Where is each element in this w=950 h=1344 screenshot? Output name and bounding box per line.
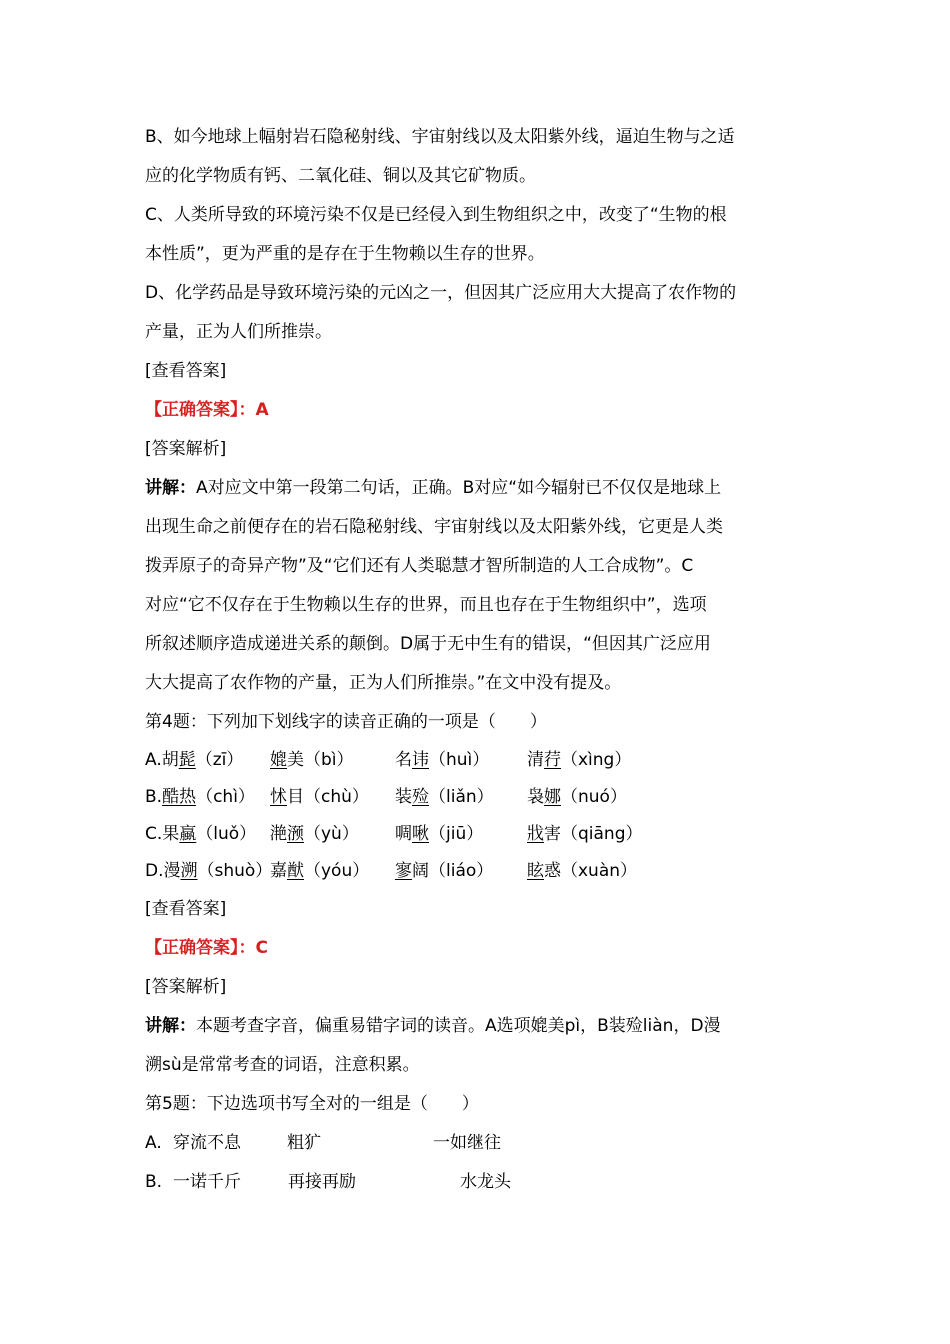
- q4-option-row: [145, 816, 810, 853]
- q5-option-label: A.: [145, 1133, 162, 1153]
- q4-option-row: [145, 779, 810, 816]
- q4-pinyin: （chì）: [196, 787, 255, 807]
- q4-analysis-link[interactable]: [答案解析]: [145, 977, 227, 997]
- q4-option-item: [145, 779, 270, 816]
- q4-underlined-char: 戕: [527, 824, 544, 844]
- q4-option-row: [145, 742, 810, 779]
- q4-option-row: [145, 853, 810, 890]
- q4-explain-label: 讲解：: [145, 1016, 196, 1036]
- q4-underlined-char: 蠃: [179, 824, 197, 844]
- q3-option-b-line1: B、如今地球上幅射岩石隐秘射线、宇宙射线以及太阳紫外线，逼迫生物与之适: [145, 127, 735, 147]
- q3-analysis-link[interactable]: [答案解析]: [145, 439, 227, 459]
- q3-explain-line: 所叙述顺序造成递进关系的颠倒。D属于无中生有的错误，“但因其广泛应用: [145, 634, 711, 654]
- q4-word-suffix: 害: [544, 824, 561, 844]
- q4-option-item: [527, 742, 677, 779]
- q4-underlined-char: 寥: [395, 861, 412, 881]
- q3-explain-line: [145, 469, 810, 508]
- q4-option-item: [270, 742, 395, 779]
- q4-underlined-char: 眩: [527, 861, 544, 881]
- q3-view-answer-link[interactable]: [查看答案]: [145, 361, 227, 381]
- q3-explain-line: 拨弄原子的奇异产物”及“它们还有人类聪慧才智所制造的人工合成物”。C: [145, 556, 694, 576]
- q3-explanation: [145, 469, 810, 703]
- q3-option-c-line2: 本性质”，更为严重的是存在于生物赖以生存的世界。: [145, 244, 545, 264]
- q4-word-suffix: 美: [287, 750, 304, 770]
- q4-option-item: [145, 816, 270, 853]
- q5-word: 粗犷: [287, 1133, 321, 1153]
- q3-option-d-line1: D、化学药品是导致环境污染的元凶之一，但因其广泛应用大大提高了农作物的: [145, 283, 737, 303]
- q4-option-item: [270, 816, 395, 853]
- q4-pinyin: （bì）: [304, 750, 354, 770]
- q3-correct-answer: [145, 391, 810, 430]
- q4-answer-label: 【正确答案】：: [145, 938, 256, 958]
- q4-word-suffix: 目: [287, 787, 304, 807]
- q4-option-item: [270, 779, 395, 816]
- q4-word-suffix: 阔: [412, 861, 429, 881]
- q3-answer-label: 【正确答案】：: [145, 400, 256, 420]
- q5-option-b: [145, 1163, 810, 1202]
- q5-word: 一诺千斤: [173, 1172, 241, 1192]
- q4-option-item: [395, 853, 527, 890]
- q4-underlined-char: 滪: [287, 824, 304, 844]
- q5-word: 水龙头: [460, 1172, 511, 1192]
- q5-word: 一如继往: [433, 1133, 501, 1153]
- q3-explain-line: 对应“它不仅存在于生物赖以生存的世界，而且也存在于生物组织中”，选项: [145, 595, 707, 615]
- q4-underlined-char: 溯: [180, 861, 198, 881]
- q4-underlined-char: 殓: [412, 787, 429, 807]
- q4-word-prefix: 啁: [395, 824, 412, 844]
- q5-word: 穿流不息: [173, 1133, 241, 1153]
- q4-answer-value: C: [255, 938, 268, 958]
- q4-option-item: [145, 742, 270, 779]
- q4-title: 第4题：下列加下划线字的读音正确的一项是（ ）: [145, 712, 547, 732]
- q4-word-prefix: 袅: [527, 787, 544, 807]
- q4-word-prefix: 漫: [163, 861, 181, 881]
- q5-word: 再接再励: [288, 1172, 356, 1192]
- q4-pinyin: （liáo）: [429, 861, 494, 881]
- q4-word-prefix: 清: [527, 750, 544, 770]
- q4-underlined-char: 怵: [270, 787, 287, 807]
- q4-option-label: D.: [145, 861, 164, 881]
- q4-underlined-char: 媲: [270, 750, 287, 770]
- q4-view-answer-link[interactable]: [查看答案]: [145, 899, 227, 919]
- q4-explain-line: 溯sù是常常考查的词语，注意积累。: [145, 1055, 420, 1075]
- q4-underlined-char: 讳: [412, 750, 429, 770]
- q4-option-item: [527, 853, 677, 890]
- q4-word-prefix: 嘉: [270, 861, 287, 881]
- q4-correct-answer: [145, 929, 810, 968]
- q4-option-item: [527, 816, 677, 853]
- q3-answer-value: A: [255, 400, 269, 420]
- q4-explanation: [145, 1007, 810, 1085]
- document-page: [145, 118, 810, 1202]
- q4-word-prefix: 胡: [161, 750, 179, 770]
- q4-option-item: [395, 816, 527, 853]
- q4-word-prefix: 滟: [270, 824, 287, 844]
- q4-underlined-char: 荇: [544, 750, 561, 770]
- q4-underlined-char: 酷热: [162, 787, 197, 807]
- q3-explain-label: 讲解：: [145, 478, 196, 498]
- q4-pinyin: （liǎn）: [429, 787, 494, 807]
- q4-pinyin: （luǒ）: [196, 824, 257, 844]
- q4-options: [145, 742, 810, 890]
- q4-pinyin: （yóu）: [304, 861, 370, 881]
- q4-option-label: B.: [145, 787, 163, 807]
- q4-pinyin: （huì）: [429, 750, 490, 770]
- q4-option-item: [395, 742, 527, 779]
- q4-pinyin: （shuò）: [197, 861, 273, 881]
- q3-option-c-line1: C、人类所导致的环境污染不仅是已经侵入到生物组织之中，改变了“生物的根: [145, 205, 727, 225]
- q4-underlined-char: 猷: [287, 861, 304, 881]
- q5-option-label: B.: [145, 1172, 163, 1192]
- q4-pinyin: （jiū）: [429, 824, 484, 844]
- q4-pinyin: （yù）: [304, 824, 359, 844]
- q4-underlined-char: 娜: [544, 787, 561, 807]
- q3-explain-line: 出现生命之前便存在的岩石隐秘射线、宇宙射线以及太阳紫外线，它更是人类: [145, 517, 723, 537]
- q4-option-item: [270, 853, 395, 890]
- q4-pinyin: （chù）: [304, 787, 369, 807]
- q4-explain-text: 本题考查字音，偏重易错字词的读音。A选项媲美pì，B装殓liàn，D漫: [196, 1016, 721, 1036]
- q4-pinyin: （zī）: [195, 750, 244, 770]
- q4-option-label: A.: [145, 750, 162, 770]
- q4-pinyin: （nuó）: [561, 787, 627, 807]
- q4-pinyin: （xuàn）: [561, 861, 638, 881]
- q3-explain-line: 大大提高了农作物的产量，正为人们所推崇。”在文中没有提及。: [145, 673, 622, 693]
- q4-word-suffix: 惑: [544, 861, 561, 881]
- q4-word-prefix: 果: [162, 824, 180, 844]
- q4-word-prefix: 装: [395, 787, 412, 807]
- q5-title: 第5题：下边选项书写全对的一组是（ ）: [145, 1094, 479, 1114]
- q3-option-d-line2: 产量，正为人们所推崇。: [145, 322, 332, 342]
- q4-option-label: C.: [145, 824, 163, 844]
- q4-option-item: [527, 779, 677, 816]
- q4-underlined-char: 啾: [412, 824, 429, 844]
- q4-option-item: [145, 853, 273, 890]
- q4-pinyin: （xìng）: [561, 750, 632, 770]
- q5-option-a: [145, 1124, 810, 1163]
- q3-option-b-line2: 应的化学物质有钙、二氧化硅、铜以及其它矿物质。: [145, 166, 536, 186]
- q3-explain-text: A对应文中第一段第二句话，正确。B对应“如今辐射已不仅仅是地球上: [196, 478, 722, 498]
- q4-explain-line: [145, 1007, 810, 1046]
- q4-underlined-char: 髭: [178, 750, 196, 770]
- q4-option-item: [395, 779, 527, 816]
- q4-word-prefix: 名: [395, 750, 412, 770]
- q4-pinyin: （qiāng）: [561, 824, 643, 844]
